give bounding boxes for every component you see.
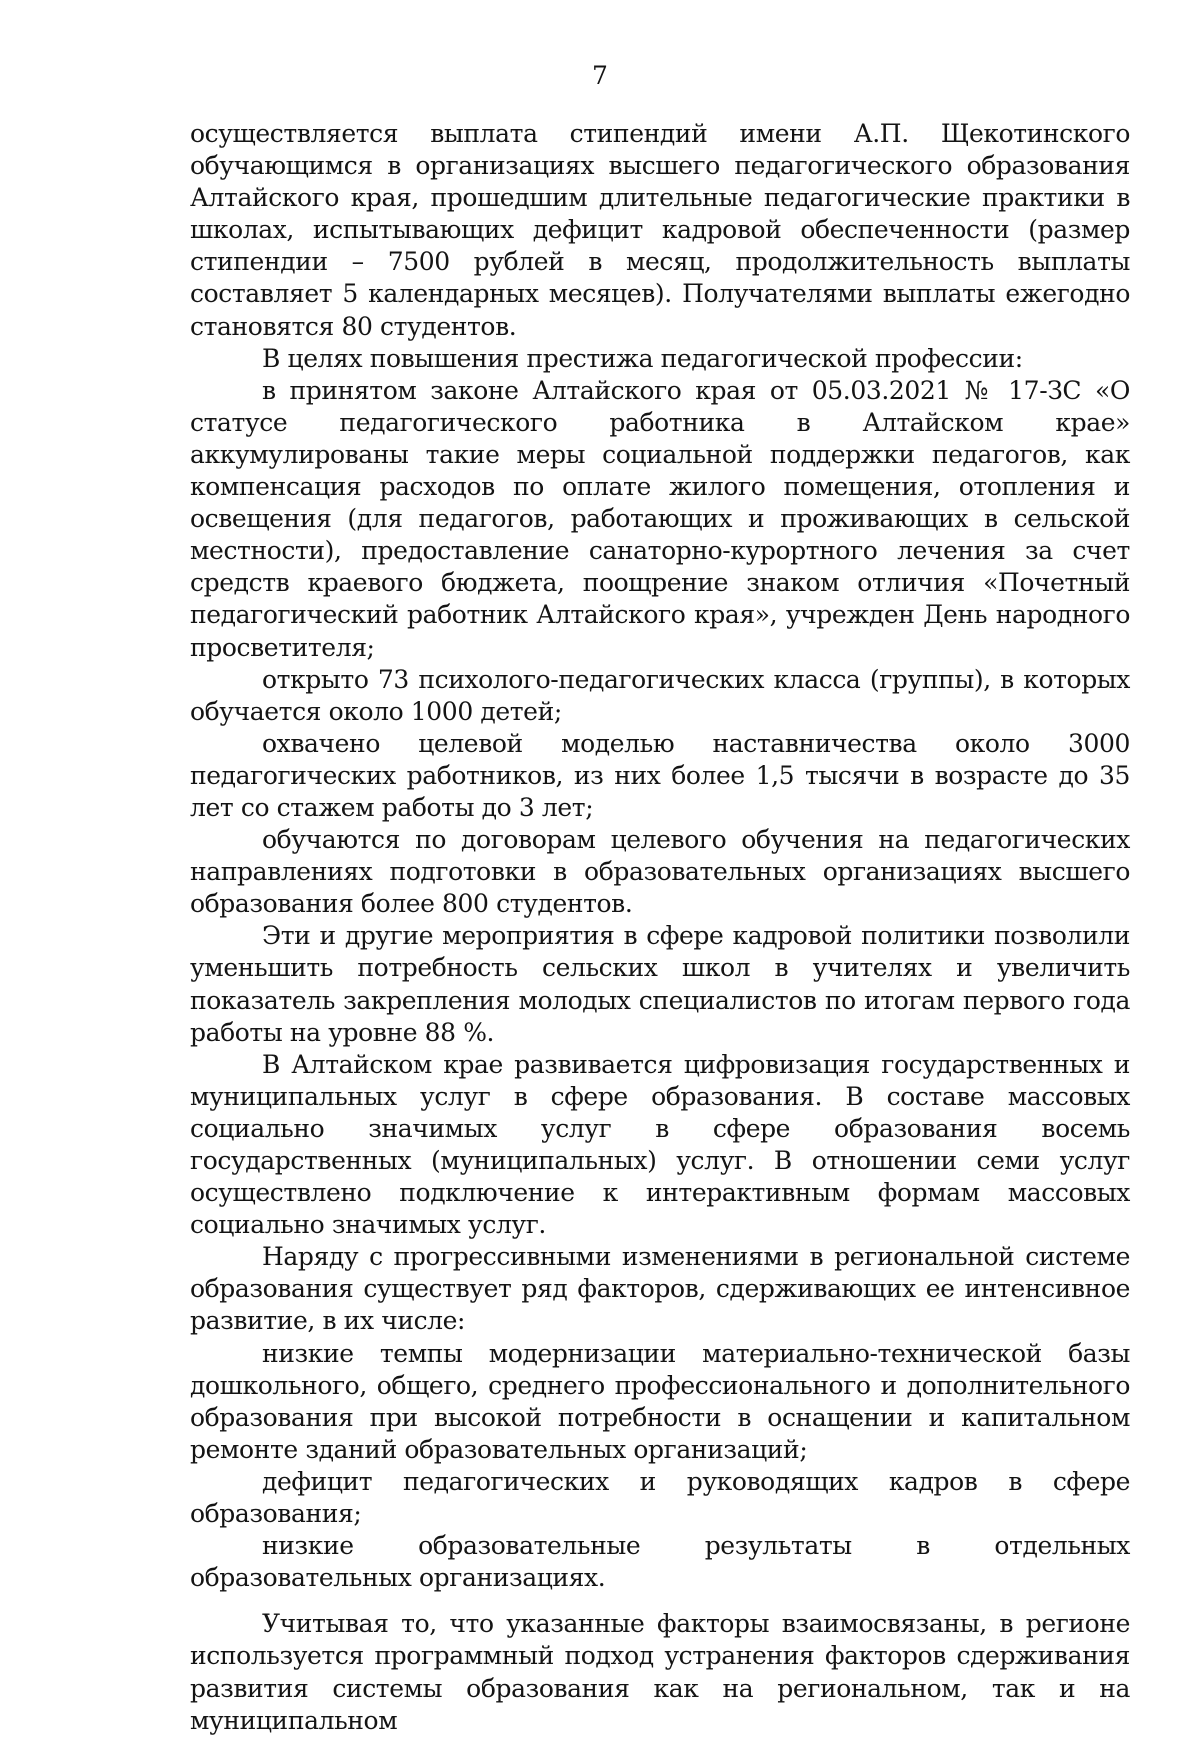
- paragraph-constraining-factors: Наряду с прогрессивными изменениями в региональной системе образования существует ряд факторов, сдерживающих ее интенсивное развитие, в их числе:: [190, 1242, 1130, 1336]
- paragraph-low-modernization: низкие темпы модернизации материально-технической базы дошкольного, общего, среднего профессионального и дополнительного образования при высокой потребности в оснащении и капитальном ремонте зданий образовательных организаций;: [190, 1338, 1130, 1464]
- paragraph-targeted-training: обучаются по договорам целевого обучения на педагогических направлениях подготовки в образовательных организациях высшего образования более 800 студентов.: [190, 825, 1130, 919]
- paragraph-low-results: низкие образовательные результаты в отдельных образовательных организациях.: [190, 1531, 1130, 1593]
- paragraph-prestige-intro: В целях повышения престижа педагогической профессии:: [262, 343, 1023, 373]
- document-body: [190, 118, 1130, 1737]
- paragraph-digitalization: В Алтайском крае развивается цифровизация государственных и муниципальных услуг в сфере образования. В составе массовых социально значимых услуг в сфере образования восемь государственных (муниципальных) услуг. В отношении семи услуг осуществлено подключение к интерактивным формам массовых социально значимых услуг.: [190, 1049, 1130, 1240]
- paragraph-staff-deficit: дефицит педагогических и руководящих кадров в сфере образования;: [190, 1466, 1130, 1529]
- paragraph-staff-policy-results: Эти и другие мероприятия в сфере кадровой политики позволили уменьшить потребность сельских школ в учителях и увеличить показатель закрепления молодых специалистов по итогам первого года работы на уровне 88 %.: [190, 921, 1130, 1047]
- paragraph-mentorship: охвачено целевой моделью наставничества около 3000 педагогических работников, из них более 1,5 тысячи в возрасте до 35 лет со стажем работы до 3 лет;: [190, 728, 1130, 822]
- paragraph-teacher-status-law: в принятом законе Алтайского края от 05.03.2021 № 17-ЗС «О статусе педагогического работника в Алтайском крае» аккумулированы такие меры социальной поддержки педагогов, как компенсация расходов по оплате жилого помещения, отопления и освещения (для педагогов, работающих и проживающих в сельской местности), предоставление санаторно-курортного лечения за счет средств краевого бюджета, поощрение знаком отличия «Почетный педагогический работник Алтайского края», учрежден День народного просветителя;: [190, 375, 1130, 662]
- paragraph-program-approach: Учитывая то, что указанные факторы взаимосвязаны, в регионе используется программный подход устранения факторов сдерживания развития системы образования как на региональном, так и на муниципальном: [190, 1609, 1130, 1735]
- page-number: 7: [592, 61, 608, 90]
- paragraph-stipend: осуществляется выплата стипендий имени А.П. Щекотинского обучающимся в организациях высшего педагогического образования Алтайского края, прошедшим длительные педагогические практики в школах, испытывающих дефицит кадровой обеспеченности (размер стипендии – 7500 рублей в месяц, продолжительность выплаты составляет 5 календарных месяцев). Получателями выплаты ежегодно становятся 80 студентов.: [190, 119, 1130, 341]
- paragraph-psych-ped-classes: открыто 73 психолого-педагогических класса (группы), в которых обучается около 1000 детей;: [190, 664, 1130, 726]
